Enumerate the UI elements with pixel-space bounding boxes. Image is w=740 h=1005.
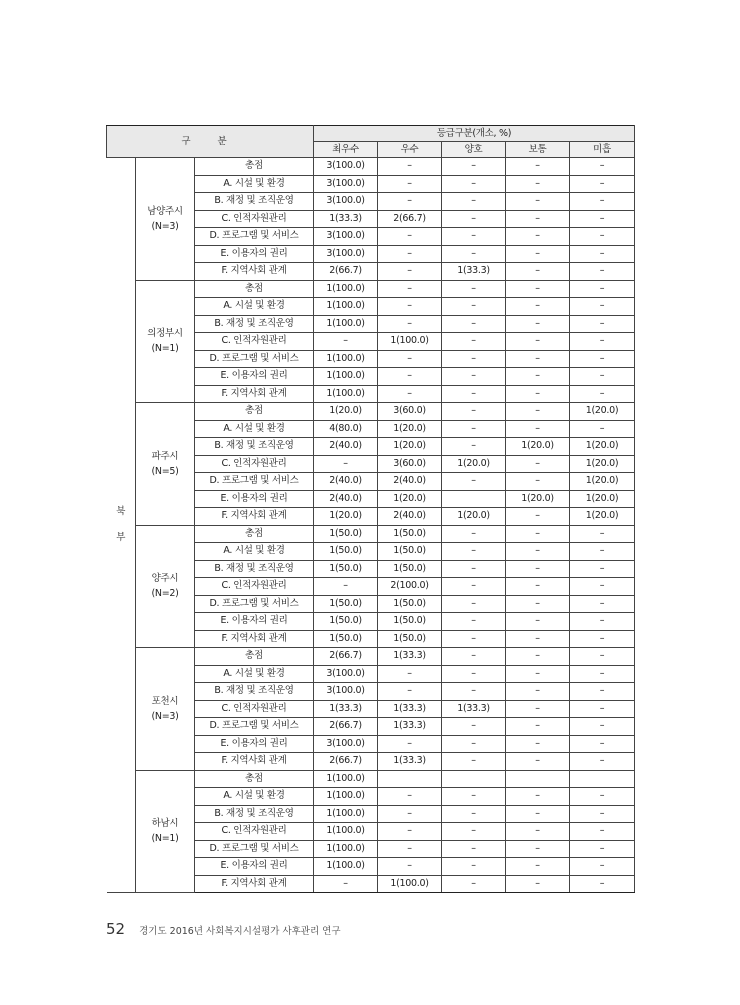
value-cell: – [506,630,570,648]
value-cell: 3(100.0) [314,175,378,193]
value-cell: – [442,858,506,876]
value-cell: – [506,613,570,631]
header-col-fair: 양호 [442,142,506,158]
value-cell: – [442,630,506,648]
value-cell: – [378,193,442,211]
city-count: (N=1) [151,833,179,845]
row-label: F. 지역사회 관계 [195,875,314,893]
value-cell: – [378,385,442,403]
value-cell: – [570,193,635,211]
value-cell: – [442,210,506,228]
value-cell: – [378,858,442,876]
value-cell: – [442,298,506,316]
value-cell [442,490,506,508]
value-cell: – [506,665,570,683]
row-label: A. 시설 및 환경 [195,543,314,561]
value-cell: 1(20.0) [378,420,442,438]
value-cell: – [442,403,506,421]
value-cell: – [378,788,442,806]
value-cell: 1(33.3) [378,718,442,736]
row-label: A. 시설 및 환경 [195,665,314,683]
value-cell: – [570,175,635,193]
value-cell: – [506,875,570,893]
value-cell: – [570,420,635,438]
value-cell: – [506,263,570,281]
city-cell [136,158,195,281]
value-cell: – [378,368,442,386]
row-label: E. 이용자의 권리 [195,245,314,263]
value-cell: – [314,578,378,596]
value-cell: – [570,823,635,841]
value-cell: 1(50.0) [378,630,442,648]
value-cell: – [314,455,378,473]
city-cell [136,770,195,893]
table-row [107,770,635,788]
value-cell: – [442,578,506,596]
value-cell: 2(40.0) [314,490,378,508]
value-cell: 3(60.0) [378,455,442,473]
value-cell: – [506,403,570,421]
value-cell: – [442,193,506,211]
value-cell: 2(66.7) [314,648,378,666]
table-row [107,648,635,666]
value-cell: – [506,858,570,876]
value-cell: – [442,333,506,351]
value-cell: – [378,175,442,193]
table-body [107,158,635,893]
value-cell: – [506,508,570,526]
header-col-average: 보통 [506,142,570,158]
row-label: 총점 [195,158,314,176]
value-cell: – [442,665,506,683]
value-cell: 1(100.0) [314,770,378,788]
row-label: 총점 [195,525,314,543]
header-gubun: 구 분 [107,126,314,158]
value-cell: 3(60.0) [378,403,442,421]
value-cell: – [442,368,506,386]
footer-title: 경기도 2016년 사회복지시설평가 사후관리 연구 [139,926,341,937]
value-cell: – [570,543,635,561]
value-cell: – [378,298,442,316]
value-cell: – [506,823,570,841]
row-label: B. 재정 및 조직운영 [195,560,314,578]
row-label: D. 프로그램 및 서비스 [195,228,314,246]
row-label: E. 이용자의 권리 [195,368,314,386]
value-cell: – [570,735,635,753]
value-cell: – [570,315,635,333]
table-row [107,158,635,176]
row-label: F. 지역사회 관계 [195,263,314,281]
value-cell: – [378,805,442,823]
value-cell: – [506,805,570,823]
value-cell [378,770,442,788]
value-cell [570,770,635,788]
value-cell: 1(20.0) [570,403,635,421]
value-cell: – [570,560,635,578]
value-cell: – [378,665,442,683]
value-cell: 2(66.7) [378,210,442,228]
row-label: D. 프로그램 및 서비스 [195,473,314,491]
value-cell: 1(20.0) [570,455,635,473]
city-count: (N=2) [151,588,179,600]
grade-table [106,125,635,893]
row-label: A. 시설 및 환경 [195,420,314,438]
value-cell: – [506,333,570,351]
value-cell: 1(20.0) [442,455,506,473]
city-name: 양주시 [151,573,179,585]
city-cell [136,525,195,648]
value-cell: – [442,473,506,491]
row-label: C. 인적자원관리 [195,333,314,351]
value-cell: 1(50.0) [314,630,378,648]
row-label: E. 이용자의 권리 [195,735,314,753]
value-cell: – [442,228,506,246]
value-cell: – [442,648,506,666]
city-name: 하남시 [151,818,179,830]
row-label: 총점 [195,648,314,666]
value-cell: – [506,315,570,333]
value-cell: – [506,385,570,403]
value-cell: 3(100.0) [314,735,378,753]
value-cell: – [506,700,570,718]
value-cell: 1(50.0) [378,560,442,578]
value-cell: – [570,525,635,543]
value-cell: – [442,753,506,771]
value-cell: – [570,210,635,228]
value-cell: – [442,385,506,403]
value-cell: – [314,875,378,893]
row-label: C. 인적자원관리 [195,823,314,841]
value-cell: – [570,350,635,368]
row-label: A. 시설 및 환경 [195,788,314,806]
value-cell: – [442,788,506,806]
value-cell: – [506,193,570,211]
header-row-1 [107,126,635,142]
value-cell: – [570,158,635,176]
value-cell: 1(33.3) [442,263,506,281]
value-cell: 2(66.7) [314,263,378,281]
value-cell: – [570,718,635,736]
value-cell: – [378,350,442,368]
value-cell: 4(80.0) [314,420,378,438]
city-count: (N=1) [151,343,179,355]
table-row [107,525,635,543]
value-cell: – [442,525,506,543]
value-cell: – [378,735,442,753]
value-cell: – [570,665,635,683]
value-cell: 1(20.0) [506,438,570,456]
table-row [107,403,635,421]
value-cell: – [570,333,635,351]
row-label: F. 지역사회 관계 [195,753,314,771]
value-cell: – [506,648,570,666]
value-cell: 3(100.0) [314,158,378,176]
value-cell: – [378,683,442,701]
value-cell: – [442,595,506,613]
value-cell: – [506,420,570,438]
value-cell: 3(100.0) [314,683,378,701]
row-label: C. 인적자원관리 [195,210,314,228]
value-cell: – [570,840,635,858]
row-label: D. 프로그램 및 서비스 [195,595,314,613]
value-cell: – [570,753,635,771]
value-cell: – [442,560,506,578]
value-cell: – [570,700,635,718]
value-cell: 1(20.0) [378,438,442,456]
header-grade-group: 등급구분(개소, %) [314,126,635,142]
city-name: 남양주시 [147,205,183,217]
row-label: D. 프로그램 및 서비스 [195,840,314,858]
city-count: (N=3) [151,710,179,722]
city-cell [136,648,195,771]
value-cell: – [570,648,635,666]
value-cell: – [442,718,506,736]
value-cell: – [570,298,635,316]
value-cell: – [378,280,442,298]
value-cell: – [378,823,442,841]
value-cell: – [378,263,442,281]
value-cell: – [506,210,570,228]
value-cell: 1(100.0) [314,280,378,298]
value-cell: 3(100.0) [314,228,378,246]
value-cell: 1(50.0) [378,595,442,613]
value-cell: – [506,228,570,246]
value-cell [442,770,506,788]
value-cell: – [506,595,570,613]
row-label: C. 인적자원관리 [195,700,314,718]
value-cell: – [442,875,506,893]
value-cell: – [378,840,442,858]
value-cell: – [442,350,506,368]
value-cell: – [570,578,635,596]
value-cell: 1(20.0) [506,490,570,508]
value-cell: 1(20.0) [570,490,635,508]
value-cell: – [506,525,570,543]
value-cell: 2(100.0) [378,578,442,596]
value-cell: – [442,543,506,561]
value-cell: 1(100.0) [314,858,378,876]
row-label: A. 시설 및 환경 [195,175,314,193]
row-label: B. 재정 및 조직운영 [195,683,314,701]
header-col-good: 우수 [378,142,442,158]
value-cell: – [570,263,635,281]
value-cell: – [378,315,442,333]
value-cell: 3(100.0) [314,245,378,263]
city-cell [136,280,195,403]
value-cell: – [570,875,635,893]
row-label: E. 이용자의 권리 [195,490,314,508]
row-label: C. 인적자원관리 [195,578,314,596]
value-cell: – [506,280,570,298]
value-cell: 1(100.0) [314,788,378,806]
row-label: A. 시설 및 환경 [195,298,314,316]
value-cell: – [442,805,506,823]
value-cell: – [314,333,378,351]
value-cell: – [570,805,635,823]
row-label: F. 지역사회 관계 [195,630,314,648]
header-col-poor: 미흡 [570,142,635,158]
value-cell: 1(20.0) [570,508,635,526]
value-cell: 1(100.0) [314,350,378,368]
value-cell: – [442,735,506,753]
header-col-excellent: 최우수 [314,142,378,158]
region-cell [107,158,136,893]
row-label: F. 지역사회 관계 [195,385,314,403]
value-cell: – [506,368,570,386]
value-cell: 1(20.0) [442,508,506,526]
city-name: 파주시 [151,450,179,462]
value-cell: 1(50.0) [378,525,442,543]
value-cell: – [570,858,635,876]
value-cell: – [506,245,570,263]
value-cell: – [506,473,570,491]
page-footer [106,920,341,938]
value-cell: 1(100.0) [314,315,378,333]
city-name: 포천시 [151,695,179,707]
value-cell: – [570,385,635,403]
value-cell: – [506,455,570,473]
value-cell: – [506,683,570,701]
value-cell: 1(33.3) [378,753,442,771]
value-cell [506,770,570,788]
value-cell: 3(100.0) [314,193,378,211]
value-cell: – [506,578,570,596]
value-cell: 1(33.3) [378,700,442,718]
value-cell: – [506,788,570,806]
value-cell: 1(100.0) [314,385,378,403]
value-cell: – [442,175,506,193]
value-cell: – [570,613,635,631]
value-cell: 1(50.0) [314,525,378,543]
page-number: 52 [106,920,126,938]
region-label-1: 북 [116,506,126,517]
value-cell: 3(100.0) [314,665,378,683]
value-cell: 2(40.0) [314,438,378,456]
value-cell: – [570,683,635,701]
value-cell: 2(66.7) [314,718,378,736]
value-cell: 1(20.0) [314,508,378,526]
row-label: E. 이용자의 권리 [195,613,314,631]
row-label: D. 프로그램 및 서비스 [195,718,314,736]
value-cell: – [378,158,442,176]
row-label: F. 지역사회 관계 [195,508,314,526]
value-cell: – [442,438,506,456]
value-cell: – [442,823,506,841]
value-cell: – [506,158,570,176]
value-cell: – [506,298,570,316]
value-cell: 1(50.0) [378,613,442,631]
value-cell: 1(50.0) [314,560,378,578]
value-cell: – [506,560,570,578]
value-cell: – [506,840,570,858]
value-cell: – [506,753,570,771]
city-count: (N=3) [151,220,179,232]
value-cell: – [442,613,506,631]
value-cell: 1(20.0) [314,403,378,421]
value-cell: 1(20.0) [378,490,442,508]
value-cell: 1(100.0) [314,823,378,841]
value-cell: 1(100.0) [314,805,378,823]
row-label: 총점 [195,280,314,298]
value-cell: – [378,245,442,263]
value-cell: 1(50.0) [314,543,378,561]
value-cell: 1(100.0) [378,333,442,351]
value-cell: – [378,228,442,246]
city-cell [136,403,195,526]
table-row [107,280,635,298]
value-cell: – [442,315,506,333]
value-cell: 1(20.0) [570,473,635,491]
row-label: E. 이용자의 권리 [195,858,314,876]
value-cell: – [570,228,635,246]
value-cell: 2(66.7) [314,753,378,771]
city-count: (N=5) [151,465,179,477]
value-cell: – [506,175,570,193]
value-cell: – [442,280,506,298]
value-cell: – [442,840,506,858]
value-cell: 2(40.0) [378,508,442,526]
city-name: 의정부시 [147,328,183,340]
value-cell: 1(100.0) [314,840,378,858]
value-cell: 1(50.0) [314,595,378,613]
value-cell: – [506,350,570,368]
value-cell: 1(100.0) [314,368,378,386]
value-cell: – [570,245,635,263]
value-cell: – [442,420,506,438]
value-cell: 1(100.0) [378,875,442,893]
value-cell: – [570,595,635,613]
value-cell: – [570,280,635,298]
value-cell: 1(100.0) [314,298,378,316]
row-label: C. 인적자원관리 [195,455,314,473]
row-label: 총점 [195,403,314,421]
value-cell: 1(33.3) [442,700,506,718]
value-cell: – [570,368,635,386]
value-cell: – [570,788,635,806]
value-cell: 2(40.0) [378,473,442,491]
value-cell: 2(40.0) [314,473,378,491]
value-cell: – [506,735,570,753]
value-cell: – [442,245,506,263]
row-label: B. 재정 및 조직운영 [195,805,314,823]
value-cell: – [442,683,506,701]
row-label: B. 재정 및 조직운영 [195,438,314,456]
row-label: 총점 [195,770,314,788]
value-cell: 1(33.3) [314,210,378,228]
value-cell: 1(50.0) [378,543,442,561]
row-label: D. 프로그램 및 서비스 [195,350,314,368]
row-label: B. 재정 및 조직운영 [195,315,314,333]
value-cell: 1(33.3) [378,648,442,666]
value-cell: 1(20.0) [570,438,635,456]
value-cell: – [570,630,635,648]
value-cell: – [506,543,570,561]
value-cell: 1(50.0) [314,613,378,631]
value-cell: – [442,158,506,176]
value-cell: – [506,718,570,736]
region-label-2: 부 [116,532,126,543]
value-cell: 1(33.3) [314,700,378,718]
row-label: B. 재정 및 조직운영 [195,193,314,211]
